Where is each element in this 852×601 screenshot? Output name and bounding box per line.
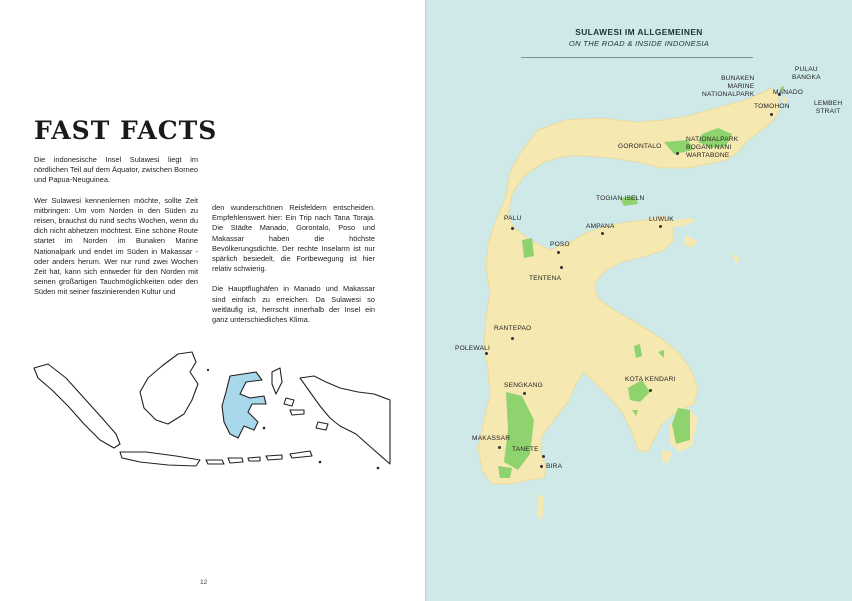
label-line: MARINE	[727, 83, 755, 90]
paragraph: Die Hauptflughäfen in Manado und Makassar sind einfach zu erreichen. Da Sulawesi so weitläufig ist, herrscht innerhalb der Insel ein ganz unterschiedliches Klima.	[212, 284, 375, 325]
label-polewali: POLEWALI	[455, 345, 491, 352]
label-tomohon: TOMOHON	[754, 103, 790, 110]
text-column-1	[34, 155, 198, 308]
ampana-marker	[601, 232, 604, 235]
label-bunaken	[702, 75, 754, 99]
label-line: STRAIT	[815, 108, 841, 115]
tanete-marker	[542, 455, 545, 458]
label-luwuk: LUWUK	[649, 216, 674, 223]
bira-marker	[540, 465, 543, 468]
label-pulau-bangka	[792, 66, 821, 82]
paragraph: den wunderschönen Reisfeldern entscheiden. Empfehlenswert hier: Ein Trip nach Tana Toraja. Die Städte Manado, Gorontalo, Poso und Makassar haben die höchste Bevölkerungsdichte. Der rechte Inselarm ist nur spärlich besiedelt, die Fortbewegung ist hier relativ schwierig.	[212, 203, 375, 274]
paragraph: Die indonesische Insel Sulawesi liegt im nördlichen Teil auf dem Äquator, zwischen Borneo und Papua-Neuguinea.	[34, 155, 198, 185]
label-makassar: MAKASSAR	[472, 435, 511, 442]
sulawesi-highlight	[222, 372, 266, 438]
label-togian: TOGIAN ISELN	[596, 195, 645, 202]
makassar-marker	[498, 446, 501, 449]
label-tanete: TANETE	[512, 446, 539, 453]
poso-marker	[557, 251, 560, 254]
label-bira: BIRA	[546, 463, 563, 470]
label-line: LEMBEH	[814, 100, 843, 107]
label-sengkang: SENGKANG	[504, 382, 543, 389]
label-palu: PALU	[504, 215, 522, 222]
label-kota-kendari: KOTA KENDARI	[625, 376, 676, 383]
label-manado: MANADO	[773, 89, 804, 96]
map-title: SULAWESI IM ALLGEMEINEN	[575, 27, 703, 37]
label-line: PULAU	[794, 66, 818, 73]
label-tentena: TENTENA	[529, 275, 562, 282]
page-title: FAST FACTS	[34, 116, 218, 145]
label-line: NATIONALPARK	[686, 136, 739, 143]
label-poso: POSO	[550, 241, 570, 248]
rantepao-marker	[511, 337, 514, 340]
label-line: WARTABONE	[686, 152, 730, 159]
label-rantepao: RANTEPAO	[494, 325, 532, 332]
label-lembeh-strait	[814, 100, 842, 116]
map-subtitle: ON THE ROAD & INSIDE INDONESIA	[568, 39, 710, 48]
luwuk-marker	[659, 225, 662, 228]
borneo-island	[140, 352, 198, 424]
right-page-map	[426, 0, 852, 601]
label-line: NATIONALPARK	[702, 91, 755, 98]
tentena-marker	[560, 266, 563, 269]
java-island	[120, 452, 200, 466]
text-column-2	[212, 203, 375, 335]
palu-marker	[511, 227, 514, 230]
sengkang-marker	[523, 392, 526, 395]
label-line: BANGKA	[792, 74, 821, 81]
page-number: 12	[200, 579, 208, 586]
gorontalo-marker	[676, 152, 679, 155]
label-line: BUNAKEN	[721, 75, 755, 82]
kota-kendari-marker	[649, 389, 652, 392]
indonesia-outline-map	[28, 348, 418, 473]
label-bogani	[686, 136, 738, 160]
label-line: BOGANI NANI	[686, 144, 732, 151]
tomohon-marker	[770, 113, 773, 116]
sumatra-island	[34, 364, 120, 448]
label-gorontalo: GORONTALO	[618, 143, 662, 150]
papua-island	[300, 376, 390, 464]
paragraph: Wer Sulawesi kennenlernen möchte, sollte Zeit mitbringen: Um vom Norden in den Süden zu reisen, brauchst du rund sechs Wochen, wenn du dich nicht abhetzen möchtest. Eine schöne Route startet im Norden im Bunaken Marine Nationalpark und endet im Süden in Makassar - oder anders herum. Wer nur rund zwei Wochen Zeit hat, kann sich entweder für den Norden mit seinen großartigen Tauchmöglichkeiten oder den Süden mit seiner faszinierenden Kultur und	[34, 195, 198, 297]
label-ampana: AMPANA	[586, 223, 615, 230]
